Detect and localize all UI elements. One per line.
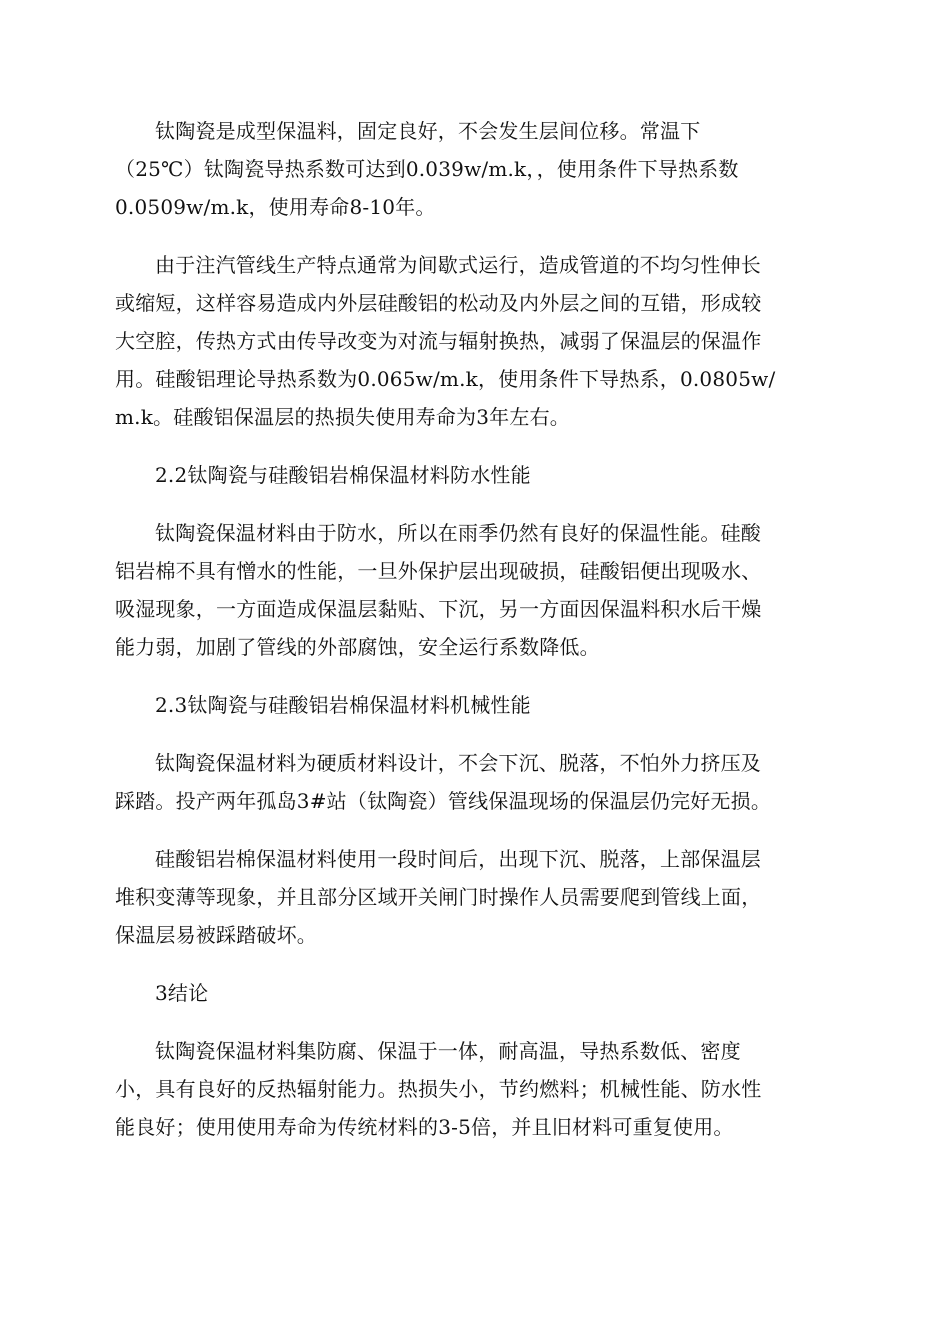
paragraph-mechanical-silicate [115,840,835,954]
text-line: 小，具有良好的反热辐射能力。热损失小，节约燃料；机械性能、防水性 [115,1077,762,1101]
text-line: 能力弱，加剧了管线的外部腐蚀，安全运行系数降低。 [115,635,600,659]
text-line: 硅酸铝岩棉保温材料使用一段时间后，出现下沉、脱落，上部保温层 [155,847,761,871]
paragraph-aluminum-silicate-issues [115,246,835,436]
text-line: 钛陶瓷保温材料为硬质材料设计，不会下沉、脱落，不怕外力挤压及 [155,751,761,775]
text-line: 踩踏。投产两年孤岛3#站（钛陶瓷）管线保温现场的保温层仍完好无损。 [115,789,772,813]
section-heading-2-3 [115,686,835,724]
text-line: 堆积变薄等现象，并且部分区域开关闸门时操作人员需要爬到管线上面， [115,885,762,909]
document-body [115,112,835,1166]
heading-text: 2.2钛陶瓷与硅酸铝岩棉保温材料防水性能 [155,463,531,487]
text-line: m.k。硅酸铝保温层的热损失使用寿命为3年左右。 [115,405,570,429]
text-line: 大空腔，传热方式由传导改变为对流与辐射换热，减弱了保温层的保温作 [115,329,762,353]
text-line: 钛陶瓷保温材料集防腐、保温于一体，耐高温，导热系数低、密度 [155,1039,741,1063]
paragraph-titanium-ceramic-properties [115,112,835,226]
paragraph-waterproof-performance [115,514,835,666]
text-line: 保温层易被踩踏破坏。 [115,923,317,947]
section-heading-3 [115,974,835,1012]
text-line: 由于注汽管线生产特点通常为间歇式运行，造成管道的不均匀性伸长 [155,253,761,277]
section-heading-2-2 [115,456,835,494]
text-line: 钛陶瓷保温材料由于防水，所以在雨季仍然有良好的保温性能。硅酸 [155,521,761,545]
text-line: 用。硅酸铝理论导热系数为0.065w/m.k，使用条件下导热系，0.0805w/ [115,367,776,391]
text-line: 铝岩棉不具有憎水的性能，一旦外保护层出现破损，硅酸铝便出现吸水、 [115,559,762,583]
paragraph-conclusion [115,1032,835,1146]
text-line: 钛陶瓷是成型保温料，固定良好，不会发生层间位移。常温下 [155,119,701,143]
paragraph-mechanical-titanium [115,744,835,820]
heading-text: 3结论 [155,981,209,1005]
text-line: 吸湿现象，一方面造成保温层黏贴、下沉，另一方面因保温料积水后干燥 [115,597,762,621]
text-line: 0.0509w/m.k，使用寿命8-10年。 [115,195,436,219]
text-line: 或缩短，这样容易造成内外层硅酸铝的松动及内外层之间的互错，形成较 [115,291,762,315]
text-line: （25℃）钛陶瓷导热系数可达到0.039w/m.k，，使用条件下导热系数 [115,157,739,181]
text-line: 能良好；使用使用寿命为传统材料的3-5倍，并且旧材料可重复使用。 [115,1115,734,1139]
heading-text: 2.3钛陶瓷与硅酸铝岩棉保温材料机械性能 [155,693,531,717]
